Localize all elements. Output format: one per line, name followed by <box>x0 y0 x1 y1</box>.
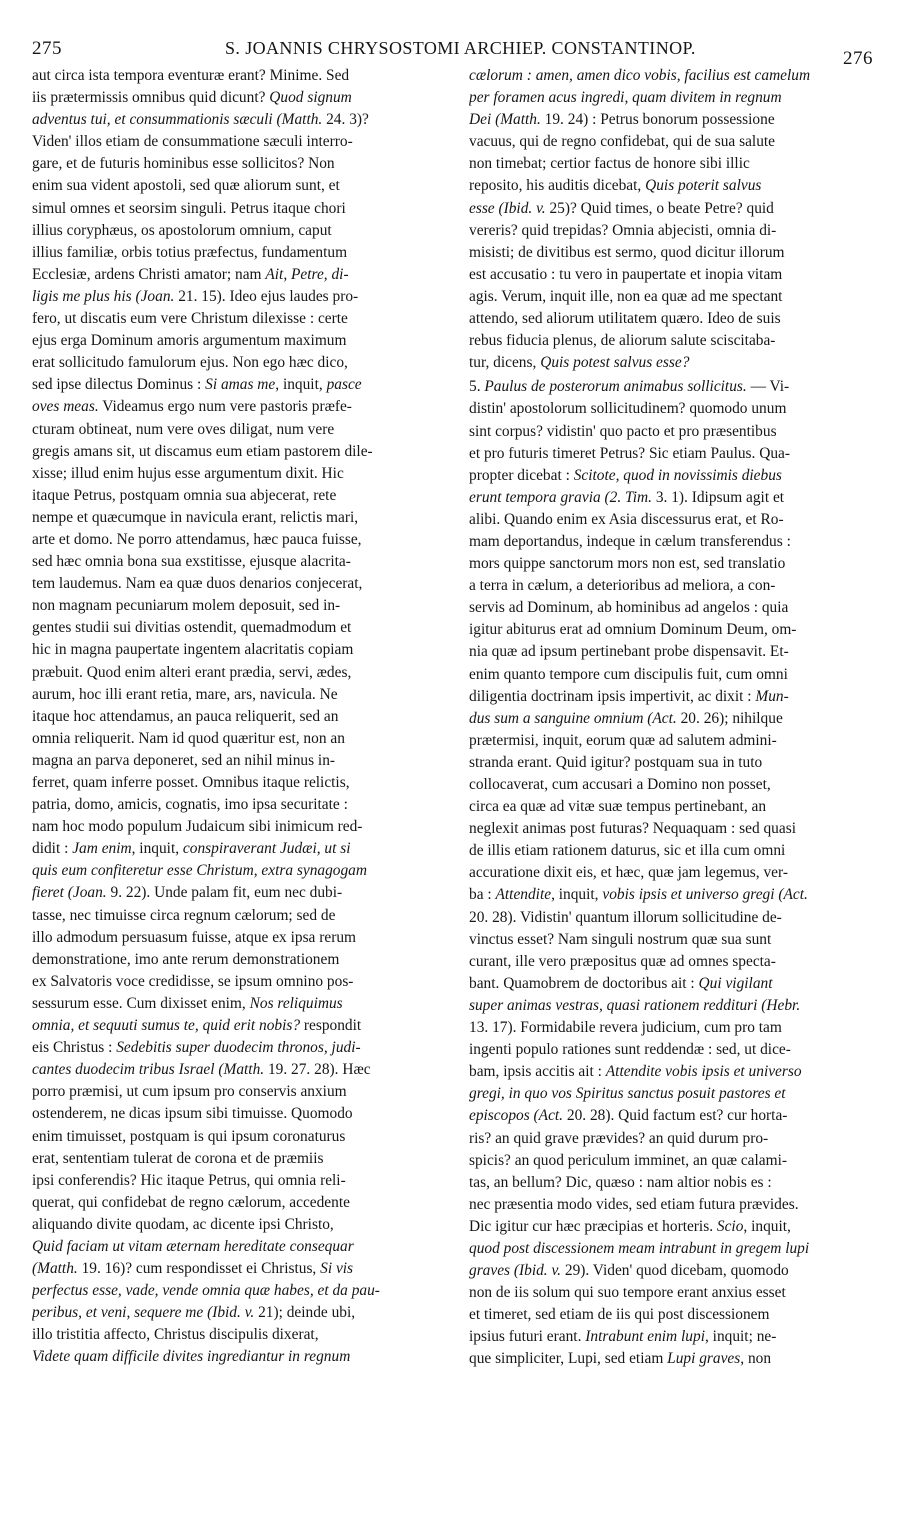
right-column-line: de illis etiam rationem daturus, sic et illa cum omni <box>469 842 786 860</box>
left-column-line: nempe et quæcumque in navicula erant, relictis mari, <box>32 508 359 526</box>
left-column-line: enim sua vident apostoli, sed quæ aliorum sunt, et <box>32 177 340 195</box>
right-column-line: nia quæ ad ipsum pertinebant probe dispensavit. Et- <box>469 643 789 661</box>
right-column-line: erunt tempora gravia (2. Tim. 3. 1). Idipsum agit et <box>469 488 785 506</box>
right-column-line: dus sum a sanguine omnium (Act. 20. 26); nihilque <box>469 709 783 727</box>
right-column-line: vinctus esset? Nam singuli nostrum quæ sua sunt <box>469 930 772 948</box>
left-column-line: ex Salvatoris voce credidisse, se ipsum omnino pos- <box>32 972 354 990</box>
right-column-line: 13. 17). Formidabile revera judicium, cum pro tam <box>469 1019 782 1037</box>
left-column-line: ferret, quam inferre posset. Omnibus itaque relictis, <box>32 774 350 791</box>
right-column-line: ingenti populo rationes sunt reddendæ : sed, ut dice- <box>469 1041 791 1059</box>
left-column-line: aurum, hoc illi erant retia, mare, ars, navicula. Ne <box>32 685 338 703</box>
left-column-line: tem laudemus. Nam ea quæ duos denarios conjecerat, <box>32 575 363 593</box>
right-column-line: vereris? quid trepidas? Omnia abjecisti, omnia di- <box>469 221 777 239</box>
right-column-line: reposito, his auditis dicebat, Quis poterit salvus <box>469 177 762 195</box>
right-column-line: a terra in cælum, a deterioribus ad meliora, a con- <box>469 577 776 595</box>
left-column-line: fieret (Joan. 9. 22). Unde palam fit, eum nec dubi- <box>32 884 343 902</box>
left-column-line: nam hoc modo populum Judaicum sibi inimicum red- <box>32 818 363 836</box>
left-column-line: aut circa ista tempora eventuræ erant? Minime. Sed <box>32 67 350 84</box>
left-column-line: illius familiæ, orbis totius præfectus, fundamentum <box>32 243 348 261</box>
page-header <box>0 36 913 69</box>
left-column-line: illius coryphæus, os apostolorum omnium, caput <box>32 221 332 239</box>
right-column-line: neglexit animas post futuras? Nequaquam : sed quasi <box>469 820 796 838</box>
left-column-line: omnia reliquerit. Nam id quod quæritur est, non an <box>32 729 345 747</box>
left-column-line: iis prætermissis omnibus quid dicunt? Quod signum <box>32 89 352 107</box>
right-column-line: 20. 28). Vidistin' quantum illorum sollicitudine de- <box>469 908 782 926</box>
running-title: S. JOANNIS CHRYSOSTOMI ARCHIEP. CONSTANTINOP. <box>225 38 696 58</box>
page-number-right: 276 <box>843 48 873 69</box>
left-column-line: illo tristitia affecto, Christus discipulis dixerat, <box>32 1326 319 1344</box>
right-column-line: misisti; de divitibus est sermo, quod dicitur illorum <box>469 243 785 261</box>
right-column-line: que simpliciter, Lupi, sed etiam Lupi graves, non <box>469 1350 772 1368</box>
left-column-line: sessurum esse. Cum dixisset enim, Nos reliquimus <box>32 994 343 1012</box>
right-column-line: tas, an bellum? Dic, quæso : nam altior nobis es : <box>469 1173 772 1191</box>
right-column-line: circa ea quæ ad vitæ suæ tempus pertinebant, an <box>469 798 767 816</box>
left-column-line: gregis amans sit, ut discamus eum etiam pastorem dile- <box>32 442 373 460</box>
right-column-line: episcopos (Act. 20. 28). Quid factum est? cur horta- <box>469 1107 788 1125</box>
right-column-line: sint corpus? vidistin' quo pacto et pro præsentibus <box>469 422 777 440</box>
right-column-line: esse (Ibid. v. 25)? Quid times, o beate Petre? quid <box>469 199 774 217</box>
right-column-line: mam deportandus, indeque in cælum transferendus : <box>469 532 791 550</box>
left-column-line: peribus, et veni, sequere me (Ibid. v. 21); deinde ubi, <box>32 1304 356 1322</box>
left-column-line: gentes studii sui divitias ostendit, quemadmodum et <box>32 619 352 637</box>
right-column-line: 5. Paulus de posterorum animabus sollicitus. — Vi- <box>469 378 790 396</box>
right-column-line: servis ad Dominum, ab hominibus ad angelos : quia <box>469 599 789 617</box>
left-column-line: cantes duodecim tribus Israel (Matth. 19. 27. 28). Hæc <box>32 1061 371 1079</box>
left-column-line: arte et domo. Ne porro attendamus, hæc pauca fuisse, <box>32 530 362 548</box>
left-column <box>32 65 442 1369</box>
right-column-line: Dic igitur cur hæc præcipias et horteris. Scio, inquit, <box>469 1217 791 1235</box>
right-column-line: non timebat; certior factus de honore sibi illic <box>469 155 750 173</box>
right-column-line: distin' apostolorum sollicitudinem? quomodo unum <box>469 400 787 418</box>
right-column-line: nec præsentia modo vides, sed etiam futura prævides. <box>469 1195 799 1213</box>
left-column-line: itaque Petrus, postquam omnia sua abjecerat, rete <box>32 486 337 504</box>
right-column-line: rebus fiducia plenus, de aliorum salute sciscitaba- <box>469 332 776 350</box>
right-column-line: est accusatio : tu vero in paupertate et inopia vitam <box>469 265 783 283</box>
right-column-line: mors quippe sanctorum mors non est, sed translatio <box>469 555 786 573</box>
right-column-line: accuratione dixit eis, et hæc, quæ jam legemus, ver- <box>469 864 788 882</box>
right-column-line: quod post discessionem meam intrabunt in gregem lupi <box>469 1239 810 1257</box>
left-column-line: demonstratione, imo ante rerum demonstrationem <box>32 950 340 968</box>
right-column-line: spicis? an quod periculum imminet, an quæ calami- <box>469 1151 787 1169</box>
left-column-line: erat, sententiam tulerat de corona et de præmiis <box>32 1149 324 1167</box>
left-column-line: sed ipse dilectus Dominus : Si amas me, inquit, pasce <box>32 376 362 394</box>
right-column-line: per foramen acus ingredi, quam divitem in regnum <box>469 89 782 107</box>
right-column-line: et pro futuris timeret Petrus? Sic etiam Paulus. Qua- <box>469 444 790 462</box>
left-column-line: omnia, et sequuti sumus te, quid erit nobis? respondit <box>32 1017 362 1035</box>
left-column-line: sed hæc omnia bona sua exstitisse, ejusque alacrita- <box>32 553 351 571</box>
left-column-line: Quid faciam ut vitam æternam hereditate consequar <box>32 1237 354 1255</box>
left-column-line: querat, qui confidebat de regno cælorum, accedente <box>32 1193 350 1211</box>
right-column-line: graves (Ibid. v. 29). Viden' quod dicebam, quomodo <box>469 1262 789 1280</box>
right-column-line: alibi. Quando enim ex Asia discessurus erat, et Ro- <box>469 510 784 528</box>
page-number-left: 275 <box>32 38 62 59</box>
left-column-line: (Matth. 19. 16)? cum respondisset ei Christus, Si vis <box>32 1260 354 1278</box>
left-column-line: adventus tui, et consummationis sæculi (Matth. 24. 3)? <box>32 111 369 129</box>
right-column-line: collocaverat, cum accusari a Domino non posset, <box>469 776 771 793</box>
left-column-line: cturam obtineat, num vere oves diligat, num vere <box>32 420 335 438</box>
right-column-line: Dei (Matth. 19. 24) : Petrus bonorum possessione <box>469 111 775 129</box>
left-column-line: enim timuisset, postquam is qui ipsum coronaturus <box>32 1127 346 1145</box>
right-column-line: gregi, in quo vos Spiritus sanctus posuit pastores et <box>469 1085 786 1103</box>
right-column-line: propter dicebat : Scitote, quod in novissimis diebus <box>469 466 782 484</box>
right-column-line: curant, ille vero præpositus quæ ad omnes specta- <box>469 952 776 970</box>
left-column-line: tasse, nec timuisse circa regnum cælorum; sed de <box>32 906 336 924</box>
right-column-line: super animas vestras, quasi rationem reddituri (Hebr. <box>469 996 801 1014</box>
left-column-line: oves meas. Videamus ergo num vere pastoris præfe- <box>32 398 352 416</box>
left-column-line: didit : Jam enim, inquit, conspiraverant Judæi, ut si <box>32 840 351 858</box>
right-column-line: enim quanto tempore cum discipulis fuit, cum omni <box>469 665 788 683</box>
left-column-line: Viden' illos etiam de consummatione sæculi interro- <box>32 133 353 151</box>
left-column-line: quis eum confiteretur esse Christum, extra synagogam <box>32 862 367 880</box>
right-column-line: bam, ipsis accitis ait : Attendite vobis ipsis et universo <box>469 1063 802 1081</box>
left-column-line: Videte quam difficile divites ingrediantur in regnum <box>32 1348 351 1366</box>
right-column-line: non de iis solum qui suo tempore erant anxius esset <box>469 1284 786 1302</box>
left-column-line: Ecclesiæ, ardens Christi amator; nam Ait, Petre, di- <box>32 265 349 283</box>
right-column-line: igitur abiturus erat ad omnium Dominum Deum, om- <box>469 621 797 639</box>
left-column-line: porro præmisi, ut cum ipsum pro conservis anxium <box>32 1083 347 1101</box>
right-column <box>469 65 874 1371</box>
left-column-line: erat sollicitudo famulorum ejus. Non ego hæc dico, <box>32 354 348 372</box>
right-column-line: stranda erant. Quid igitur? postquam sua in tuto <box>469 753 763 771</box>
left-column-line: patria, domo, amicis, cognatis, imo ipsa securitate : <box>32 796 348 814</box>
right-column-line: attendo, sed aliorum utilitatem quæro. Ideo de suis <box>469 310 781 328</box>
left-column-line: non magnam pecuniarum molem deposuit, sed in- <box>32 597 341 615</box>
left-column-line: fero, ut discatis eum vere Christum dilexisse : certe <box>32 310 348 328</box>
right-column-line: ipsius futuri erant. Intrabunt enim lupi, inquit; ne- <box>469 1328 777 1346</box>
left-column-line: simul omnes et seorsim singuli. Petrus itaque chori <box>32 199 346 217</box>
left-column-line: præbuit. Quod enim alteri erant prædia, servi, ædes, <box>32 663 352 681</box>
left-column-line: aliquando divite quodam, ac dicente ipsi Christo, <box>32 1215 334 1233</box>
right-column-line: ba : Attendite, inquit, vobis ipsis et universo gregi (Act. <box>469 886 808 904</box>
right-column-line: diligentia doctrinam ipsis impertivit, ac dixit : Mun- <box>469 687 789 705</box>
right-column-line: vacuus, qui de regno confidebat, qui de sua salute <box>469 133 776 151</box>
right-column-line: agis. Verum, inquit ille, non ea quæ ad me spectant <box>469 287 783 305</box>
left-column-line: gare, et de futuris hominibus esse sollicitos? Non <box>32 155 335 173</box>
right-column-line: et timeret, sed etiam de iis qui post discessionem <box>469 1306 770 1324</box>
left-column-line: ipsi conferendis? Hic itaque Petrus, qui omnia reli- <box>32 1171 346 1189</box>
right-column-line: tur, dicens, Quis potest salvus esse? <box>469 354 690 372</box>
left-column-line: itaque hoc attendamus, an pauca reliquerit, sed an <box>32 707 339 725</box>
left-column-line: magna an parva deponeret, sed an nihil minus in- <box>32 751 336 769</box>
right-column-line: cælorum : amen, amen dico vobis, facilius est camelum <box>469 67 811 84</box>
left-column-line: perfectus esse, vade, vende omnia quæ habes, et da pau- <box>32 1282 380 1300</box>
right-column-line: bant. Quamobrem de doctoribus ait : Qui vigilant <box>469 974 773 992</box>
left-column-line: ostenderem, ne dicas ipsum sibi timuisse. Quomodo <box>32 1105 353 1123</box>
right-column-line: ris? an quid grave prævides? an quid durum pro- <box>469 1129 769 1147</box>
left-column-line: illo admodum persuasum fuisse, atque ex ipsa rerum <box>32 928 356 946</box>
left-column-line: xisse; illud enim hujus esse argumentum dixit. Hic <box>32 464 344 482</box>
left-column-line: ejus erga Dominum amoris argumentum maximum <box>32 332 347 350</box>
right-column-line: prætermisi, inquit, eorum quæ ad salutem admini- <box>469 731 777 749</box>
left-column-line: eis Christus : Sedebitis super duodecim thronos, judi- <box>32 1039 361 1057</box>
left-column-line: hic in magna paupertate ingentem alacritatis copiam <box>32 641 354 659</box>
left-column-line: ligis me plus his (Joan. 21. 15). Ideo ejus laudes pro- <box>32 287 359 305</box>
